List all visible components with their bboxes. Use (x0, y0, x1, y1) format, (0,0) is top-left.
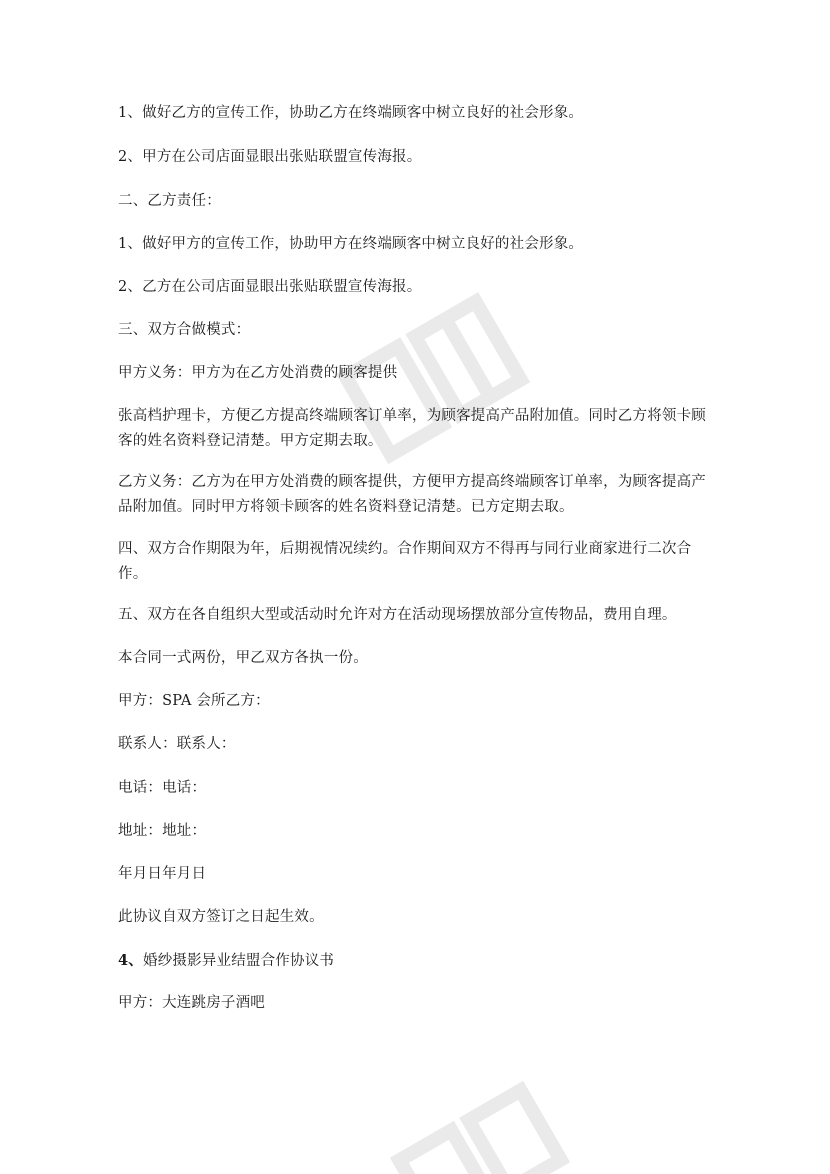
paragraph: 2、甲方在公司店面显眼出张贴联盟宣传海报。 (118, 149, 422, 165)
paragraph: 四、双方合作期限为年，后期视情况续约。合作期间双方不得再与同行业商家进行二次合作。 (118, 541, 692, 582)
paragraph: 本合同一式两份，甲乙双方各执一份。 (118, 650, 368, 666)
paragraph: 甲方义务：甲方为在乙方处消费的顾客提供 (118, 365, 398, 381)
paragraph: 1、做好乙方的宣传工作，协助乙方在终端顾客中树立良好的社会形象。 (118, 105, 584, 121)
phone-line: 电话：电话： (118, 780, 207, 796)
paragraph: 张高档护理卡，方便乙方提高终端顾客订单率，为顾客提高产品附加值。同时乙方将领卡顾客的姓名资料登记清楚。甲方定期去取。 (118, 408, 706, 449)
section-heading: 二、乙方责任： (118, 193, 221, 209)
paragraph: 乙方义务：乙方为在甲方处消费的顾客提供，方便甲方提高终端顾客订单率，为顾客提高产品附加值。同时甲方将领卡顾客的姓名资料登记清楚。已方定期去取。 (118, 474, 706, 515)
agreement-title-text: 婚纱摄影异业结盟合作协议书 (143, 953, 335, 969)
section-heading: 三、双方合做模式： (118, 322, 251, 338)
contact-line: 联系人：联系人： (118, 736, 236, 752)
agreement-title (118, 948, 718, 974)
signature-party-line: 甲方：SPA 会所乙方： (118, 693, 270, 709)
party-a-line: 甲方：大连跳房子酒吧 (118, 995, 265, 1011)
agreement-number: 4、 (118, 952, 143, 969)
watermark-icon (380, 1080, 580, 1174)
date-line: 年月日年月日 (118, 866, 207, 882)
paragraph: 1、做好甲方的宣传工作，协助甲方在终端顾客中树立良好的社会形象。 (118, 236, 584, 252)
paragraph: 五、双方在各自组织大型或活动时允许对方在活动现场摆放部分宣传物品，费用自理。 (118, 607, 677, 623)
address-line: 地址：地址： (118, 823, 207, 839)
paragraph: 此协议自双方签订之日起生效。 (118, 909, 324, 925)
paragraph: 2、乙方在公司店面显眼出张贴联盟宣传海报。 (118, 279, 422, 295)
